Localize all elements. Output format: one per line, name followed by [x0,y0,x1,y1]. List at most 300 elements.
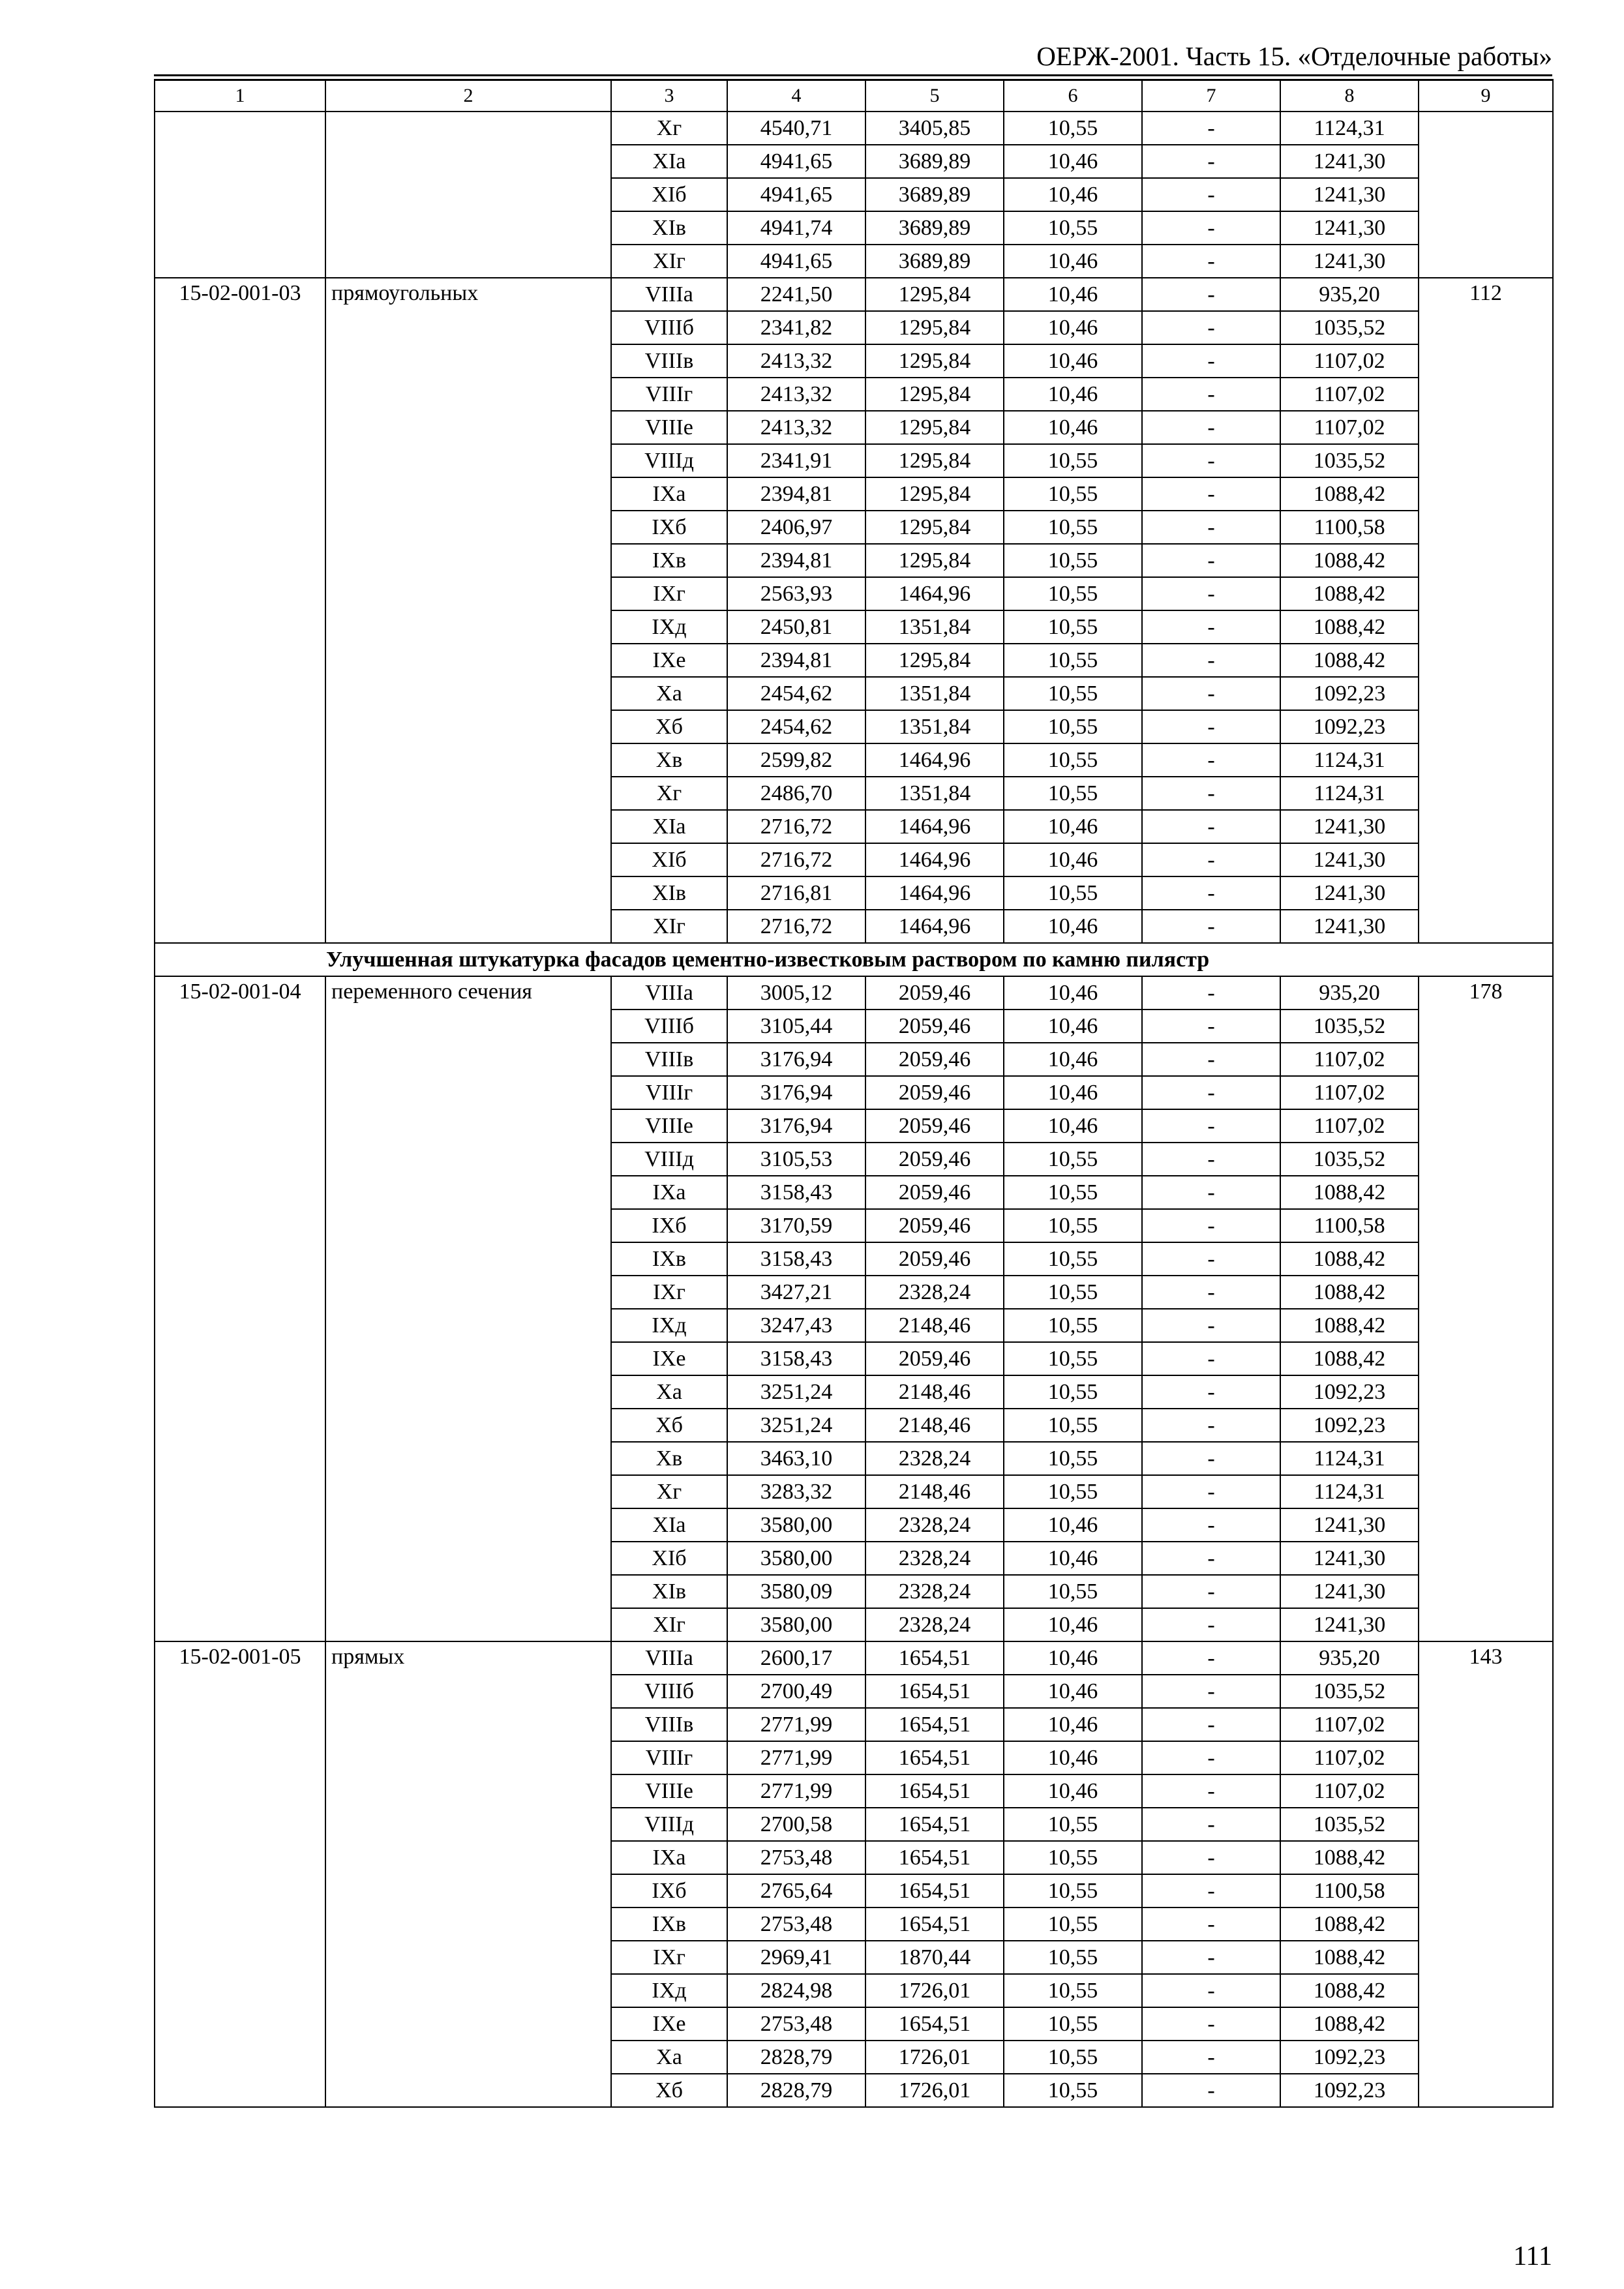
direct-cost-cell: 3105,53 [727,1143,865,1176]
zone-cell: VIIIб [611,311,727,344]
norm-value: 112 [1419,278,1553,943]
labor-cell: 10,55 [1004,1276,1142,1309]
direct-cost-cell: 3283,32 [727,1475,865,1508]
materials-cell: 1088,42 [1280,577,1419,610]
zone-cell: IXг [611,577,727,610]
labor-cell: 10,55 [1004,677,1142,710]
labor-cell: 10,55 [1004,444,1142,477]
labor-cell: 10,55 [1004,644,1142,677]
materials-cell: 1241,30 [1280,876,1419,910]
labor-cell: 10,46 [1004,145,1142,178]
machine-cell: - [1142,1375,1280,1409]
wages-cell: 1654,51 [865,1841,1004,1874]
zone-cell: Xа [611,677,727,710]
machine-cell: - [1142,2041,1280,2074]
zone-cell: Xб [611,1409,727,1442]
materials-cell: 1241,30 [1280,1508,1419,1542]
direct-cost-cell: 2454,62 [727,677,865,710]
materials-cell: 1035,52 [1280,1808,1419,1841]
labor-cell: 10,55 [1004,1808,1142,1841]
zone-cell: IXб [611,511,727,544]
zone-cell: Xб [611,710,727,743]
materials-cell: 1035,52 [1280,444,1419,477]
machine-cell: - [1142,2007,1280,2041]
direct-cost-cell: 3176,94 [727,1043,865,1076]
wages-cell: 1654,51 [865,1774,1004,1808]
zone-cell: IXа [611,1841,727,1874]
zone-cell: XIг [611,245,727,278]
labor-cell: 10,46 [1004,810,1142,843]
materials-cell: 935,20 [1280,976,1419,1010]
zone-cell: IXа [611,1176,727,1209]
wages-cell: 2059,46 [865,1209,1004,1242]
wages-cell: 2148,46 [865,1475,1004,1508]
machine-cell: - [1142,843,1280,876]
zone-cell: IXа [611,477,727,511]
wages-cell: 1295,84 [865,311,1004,344]
wages-cell: 1464,96 [865,810,1004,843]
direct-cost-cell: 2406,97 [727,511,865,544]
materials-cell: 1088,42 [1280,1908,1419,1941]
machine-cell: - [1142,1076,1280,1109]
machine-cell: - [1142,1242,1280,1276]
direct-cost-cell: 2771,99 [727,1741,865,1774]
wages-cell: 1464,96 [865,876,1004,910]
wages-cell: 1295,84 [865,411,1004,444]
materials-cell: 1124,31 [1280,777,1419,810]
direct-cost-cell: 2413,32 [727,344,865,378]
machine-cell: - [1142,245,1280,278]
wages-cell: 2059,46 [865,1109,1004,1143]
wages-cell: 1351,84 [865,710,1004,743]
materials-cell: 1241,30 [1280,1608,1419,1641]
direct-cost-cell: 2716,81 [727,876,865,910]
materials-cell: 1092,23 [1280,677,1419,710]
machine-cell: - [1142,1741,1280,1774]
wages-cell: 1351,84 [865,610,1004,644]
zone-cell: XIв [611,211,727,245]
labor-cell: 10,55 [1004,1375,1142,1409]
materials-cell: 1035,52 [1280,1143,1419,1176]
labor-cell: 10,55 [1004,777,1142,810]
direct-cost-cell: 2413,32 [727,411,865,444]
materials-cell: 1092,23 [1280,2074,1419,2107]
materials-cell: 1088,42 [1280,1941,1419,1974]
zone-cell: XIб [611,1542,727,1575]
work-name: прямоугольных [325,278,611,943]
labor-cell: 10,55 [1004,2041,1142,2074]
labor-cell: 10,46 [1004,1010,1142,1043]
wages-cell: 2059,46 [865,1242,1004,1276]
machine-cell: - [1142,1276,1280,1309]
labor-cell: 10,46 [1004,411,1142,444]
rate-code [155,112,325,278]
zone-cell: XIа [611,810,727,843]
zone-cell: VIIIв [611,1708,727,1741]
machine-cell: - [1142,1043,1280,1076]
labor-cell: 10,55 [1004,1176,1142,1209]
norm-value: 178 [1419,976,1553,1641]
zone-cell: IXг [611,1276,727,1309]
zone-cell: VIIIд [611,1808,727,1841]
column-number: 8 [1280,80,1419,112]
machine-cell: - [1142,1874,1280,1908]
machine-cell: - [1142,1974,1280,2007]
materials-cell: 1107,02 [1280,1741,1419,1774]
machine-cell: - [1142,777,1280,810]
machine-cell: - [1142,1508,1280,1542]
zone-cell: VIIIв [611,1043,727,1076]
zone-cell: IXд [611,610,727,644]
zone-cell: VIIIе [611,1109,727,1143]
machine-cell: - [1142,112,1280,145]
labor-cell: 10,55 [1004,1409,1142,1442]
direct-cost-cell: 2969,41 [727,1941,865,1974]
machine-cell: - [1142,378,1280,411]
materials-cell: 1241,30 [1280,1542,1419,1575]
machine-cell: - [1142,1209,1280,1242]
direct-cost-cell: 3176,94 [727,1109,865,1143]
labor-cell: 10,55 [1004,1309,1142,1342]
labor-cell: 10,46 [1004,976,1142,1010]
direct-cost-cell: 2394,81 [727,544,865,577]
direct-cost-cell: 3170,59 [727,1209,865,1242]
machine-cell: - [1142,511,1280,544]
wages-cell: 1654,51 [865,1675,1004,1708]
direct-cost-cell: 4540,71 [727,112,865,145]
wages-cell: 1295,84 [865,444,1004,477]
zone-cell: VIIIб [611,1010,727,1043]
materials-cell: 1088,42 [1280,1276,1419,1309]
zone-cell: VIIIг [611,1741,727,1774]
labor-cell: 10,46 [1004,1109,1142,1143]
direct-cost-cell: 4941,74 [727,211,865,245]
machine-cell: - [1142,1708,1280,1741]
machine-cell: - [1142,1575,1280,1608]
labor-cell: 10,46 [1004,1774,1142,1808]
machine-cell: - [1142,344,1280,378]
column-number: 4 [727,80,865,112]
labor-cell: 10,46 [1004,1741,1142,1774]
machine-cell: - [1142,1309,1280,1342]
materials-cell: 1124,31 [1280,1442,1419,1475]
wages-cell: 1295,84 [865,544,1004,577]
direct-cost-cell: 2824,98 [727,1974,865,2007]
table-row [155,278,1553,311]
labor-cell: 10,55 [1004,1841,1142,1874]
zone-cell: Xв [611,743,727,777]
materials-cell: 1092,23 [1280,710,1419,743]
direct-cost-cell: 3005,12 [727,976,865,1010]
materials-cell: 1107,02 [1280,1109,1419,1143]
direct-cost-cell: 2716,72 [727,843,865,876]
direct-cost-cell: 2600,17 [727,1641,865,1675]
zone-cell: XIв [611,1575,727,1608]
machine-cell: - [1142,710,1280,743]
materials-cell: 1035,52 [1280,311,1419,344]
direct-cost-cell: 2241,50 [727,278,865,311]
wages-cell: 1464,96 [865,743,1004,777]
machine-cell: - [1142,1542,1280,1575]
section-heading: Улучшенная штукатурка фасадов цементно-известковым раствором по камню пилястр [155,943,1553,976]
machine-cell: - [1142,1808,1280,1841]
materials-cell: 1124,31 [1280,743,1419,777]
labor-cell: 10,46 [1004,344,1142,378]
materials-cell: 1241,30 [1280,245,1419,278]
labor-cell: 10,46 [1004,311,1142,344]
direct-cost-cell: 2563,93 [727,577,865,610]
materials-cell: 1088,42 [1280,610,1419,644]
labor-cell: 10,55 [1004,511,1142,544]
direct-cost-cell: 2828,79 [727,2074,865,2107]
materials-cell: 1088,42 [1280,2007,1419,2041]
direct-cost-cell: 2771,99 [727,1774,865,1808]
wages-cell: 2328,24 [865,1542,1004,1575]
machine-cell: - [1142,1010,1280,1043]
zone-cell: VIIIг [611,378,727,411]
wages-cell: 2148,46 [865,1375,1004,1409]
wages-cell: 1654,51 [865,1741,1004,1774]
materials-cell: 1124,31 [1280,1475,1419,1508]
work-name: переменного сечения [325,976,611,1641]
column-number: 9 [1419,80,1553,112]
rate-code: 15-02-001-05 [155,1641,325,2107]
direct-cost-cell: 2765,64 [727,1874,865,1908]
table-body [155,80,1553,2107]
zone-cell: XIб [611,843,727,876]
machine-cell: - [1142,610,1280,644]
zone-cell: Xг [611,1475,727,1508]
wages-cell: 2059,46 [865,1143,1004,1176]
direct-cost-cell: 3158,43 [727,1342,865,1375]
materials-cell: 1092,23 [1280,1375,1419,1409]
materials-cell: 1241,30 [1280,1575,1419,1608]
zone-cell: XIа [611,145,727,178]
direct-cost-cell: 2716,72 [727,910,865,943]
wages-cell: 1464,96 [865,910,1004,943]
direct-cost-cell: 2700,49 [727,1675,865,1708]
column-number: 5 [865,80,1004,112]
direct-cost-cell: 3580,00 [727,1542,865,1575]
zone-cell: VIIIе [611,1774,727,1808]
materials-cell: 1100,58 [1280,1209,1419,1242]
wages-cell: 1295,84 [865,644,1004,677]
materials-cell: 1241,30 [1280,178,1419,211]
direct-cost-cell: 2716,72 [727,810,865,843]
labor-cell: 10,46 [1004,1542,1142,1575]
wages-cell: 1726,01 [865,2074,1004,2107]
materials-cell: 1088,42 [1280,477,1419,511]
materials-cell: 1107,02 [1280,1708,1419,1741]
machine-cell: - [1142,411,1280,444]
zone-cell: Xг [611,777,727,810]
wages-cell: 2328,24 [865,1276,1004,1309]
machine-cell: - [1142,876,1280,910]
header-rule [154,74,1552,76]
norm-value: 143 [1419,1641,1553,2107]
machine-cell: - [1142,810,1280,843]
zone-cell: VIIIа [611,976,727,1010]
labor-cell: 10,46 [1004,1641,1142,1675]
column-number: 1 [155,80,325,112]
labor-cell: 10,55 [1004,1874,1142,1908]
direct-cost-cell: 2450,81 [727,610,865,644]
materials-cell: 1088,42 [1280,1309,1419,1342]
labor-cell: 10,55 [1004,710,1142,743]
machine-cell: - [1142,1475,1280,1508]
materials-cell: 935,20 [1280,278,1419,311]
wages-cell: 3689,89 [865,178,1004,211]
wages-cell: 2059,46 [865,976,1004,1010]
materials-cell: 1035,52 [1280,1675,1419,1708]
wages-cell: 1464,96 [865,843,1004,876]
direct-cost-cell: 3251,24 [727,1409,865,1442]
column-number: 2 [325,80,611,112]
machine-cell: - [1142,677,1280,710]
machine-cell: - [1142,311,1280,344]
materials-cell: 1107,02 [1280,1774,1419,1808]
materials-cell: 1100,58 [1280,511,1419,544]
machine-cell: - [1142,444,1280,477]
wages-cell: 1654,51 [865,1708,1004,1741]
wages-cell: 2328,24 [865,1575,1004,1608]
zone-cell: IXе [611,2007,727,2041]
zone-cell: XIг [611,1608,727,1641]
wages-cell: 1654,51 [865,1641,1004,1675]
zone-cell: VIIIг [611,1076,727,1109]
zone-cell: Xа [611,1375,727,1409]
wages-cell: 1726,01 [865,2041,1004,2074]
labor-cell: 10,46 [1004,1043,1142,1076]
materials-cell: 1088,42 [1280,1176,1419,1209]
direct-cost-cell: 2771,99 [727,1708,865,1741]
labor-cell: 10,46 [1004,1675,1142,1708]
materials-cell: 1107,02 [1280,344,1419,378]
direct-cost-cell: 2753,48 [727,1908,865,1941]
zone-cell: VIIIа [611,1641,727,1675]
direct-cost-cell: 2753,48 [727,2007,865,2041]
labor-cell: 10,55 [1004,577,1142,610]
direct-cost-cell: 4941,65 [727,178,865,211]
labor-cell: 10,55 [1004,477,1142,511]
direct-cost-cell: 3158,43 [727,1176,865,1209]
wages-cell: 1295,84 [865,344,1004,378]
labor-cell: 10,46 [1004,1608,1142,1641]
work-name [325,112,611,278]
direct-cost-cell: 3580,00 [727,1608,865,1641]
materials-cell: 1088,42 [1280,1242,1419,1276]
machine-cell: - [1142,1143,1280,1176]
materials-cell: 1035,52 [1280,1010,1419,1043]
zone-cell: IXе [611,644,727,677]
wages-cell: 2059,46 [865,1076,1004,1109]
rates-table [154,79,1554,2108]
machine-cell: - [1142,1675,1280,1708]
column-number-row [155,80,1553,112]
wages-cell: 3689,89 [865,145,1004,178]
zone-cell: VIIIе [611,411,727,444]
zone-cell: VIIIд [611,1143,727,1176]
labor-cell: 10,55 [1004,1575,1142,1608]
direct-cost-cell: 3580,00 [727,1508,865,1542]
labor-cell: 10,46 [1004,1708,1142,1741]
machine-cell: - [1142,1774,1280,1808]
wages-cell: 2328,24 [865,1508,1004,1542]
direct-cost-cell: 2394,81 [727,644,865,677]
labor-cell: 10,46 [1004,843,1142,876]
column-number: 3 [611,80,727,112]
labor-cell: 10,55 [1004,1442,1142,1475]
wages-cell: 2059,46 [865,1043,1004,1076]
wages-cell: 1295,84 [865,477,1004,511]
document-title: ОЕРЖ-2001. Часть 15. «Отделочные работы» [1036,41,1552,71]
materials-cell: 1088,42 [1280,544,1419,577]
materials-cell: 1241,30 [1280,810,1419,843]
machine-cell: - [1142,1908,1280,1941]
zone-cell: XIа [611,1508,727,1542]
wages-cell: 1351,84 [865,777,1004,810]
machine-cell: - [1142,1176,1280,1209]
machine-cell: - [1142,1342,1280,1375]
machine-cell: - [1142,544,1280,577]
wages-cell: 2059,46 [865,1010,1004,1043]
labor-cell: 10,55 [1004,2074,1142,2107]
zone-cell: Xв [611,1442,727,1475]
table-row [155,1641,1553,1675]
machine-cell: - [1142,2074,1280,2107]
wages-cell: 2148,46 [865,1409,1004,1442]
direct-cost-cell: 3176,94 [727,1076,865,1109]
labor-cell: 10,46 [1004,245,1142,278]
direct-cost-cell: 3247,43 [727,1309,865,1342]
wages-cell: 2148,46 [865,1309,1004,1342]
machine-cell: - [1142,278,1280,311]
zone-cell: IXг [611,1941,727,1974]
zone-cell: IXб [611,1209,727,1242]
direct-cost-cell: 2454,62 [727,710,865,743]
labor-cell: 10,46 [1004,178,1142,211]
wages-cell: 2059,46 [865,1342,1004,1375]
labor-cell: 10,55 [1004,876,1142,910]
materials-cell: 1088,42 [1280,1974,1419,2007]
materials-cell: 1241,30 [1280,211,1419,245]
zone-cell: VIIIд [611,444,727,477]
direct-cost-cell: 2599,82 [727,743,865,777]
direct-cost-cell: 2828,79 [727,2041,865,2074]
machine-cell: - [1142,976,1280,1010]
direct-cost-cell: 4941,65 [727,145,865,178]
zone-cell: VIIIа [611,278,727,311]
zone-cell: IXв [611,1242,727,1276]
machine-cell: - [1142,178,1280,211]
zone-cell: Xг [611,112,727,145]
rate-code: 15-02-001-03 [155,278,325,943]
materials-cell: 1241,30 [1280,910,1419,943]
machine-cell: - [1142,644,1280,677]
wages-cell: 1295,84 [865,278,1004,311]
direct-cost-cell: 3427,21 [727,1276,865,1309]
direct-cost-cell: 3463,10 [727,1442,865,1475]
materials-cell: 1107,02 [1280,1043,1419,1076]
direct-cost-cell: 2486,70 [727,777,865,810]
norm-value [1419,112,1553,278]
rate-code: 15-02-001-04 [155,976,325,1641]
zone-cell: IXд [611,1974,727,2007]
wages-cell: 2328,24 [865,1608,1004,1641]
materials-cell: 1241,30 [1280,145,1419,178]
wages-cell: 1870,44 [865,1941,1004,1974]
column-number: 6 [1004,80,1142,112]
